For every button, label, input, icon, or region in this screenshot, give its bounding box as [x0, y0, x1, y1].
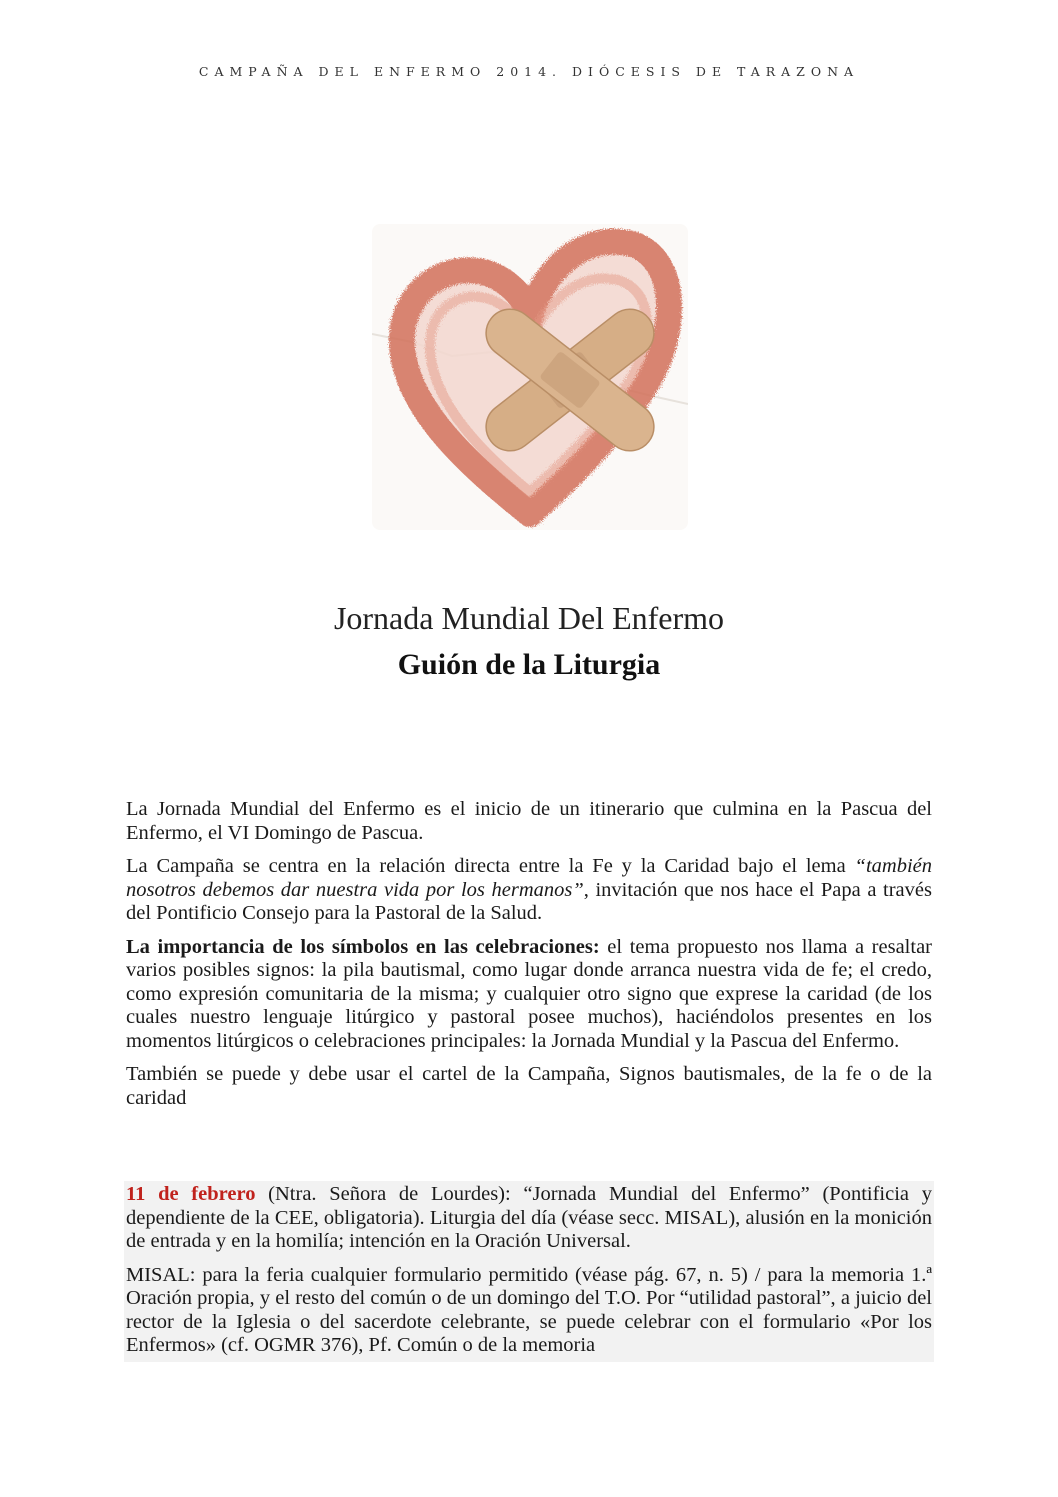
intro-section [126, 798, 932, 1120]
running-header: CAMPAÑA DEL ENFERMO 2014. DIÓCESIS DE TARAZONA [198, 64, 860, 79]
feast-date: 11 de febrero [126, 1183, 256, 1205]
symbols-heading: La importancia de los símbolos en las celebraciones: [126, 935, 600, 958]
intro-p2-text: La Campaña se centra en la relación directa entre la Fe y la Caridad bajo el lema [126, 855, 855, 877]
intro-p3-text: el tema propuesto nos llama a resaltar varios posibles signos: la pila bautismal, como lugar donde arranca nuestra vida de fe; el credo, como expresión comunitaria de la misma; y cualquier otro signo que exprese la caridad (de los cuales nuestro lenguaje litúrgico y pastoral posee muchos), haciéndolos presentes en los momentos litúrgicos o celebraciones principales: la Jornada Mundial y la Pascua del Enfermo. [126, 935, 932, 1052]
intro-paragraph-2 [126, 855, 932, 926]
notice-paragraph-1 [126, 1183, 932, 1254]
notice-p1-text: (Ntra. Señora de Lourdes): “Jornada Mundial del Enfermo” (Pontificia y dependiente de la CEE, obligatoria). Liturgia del día (véase secc. MISAL), alusión en la monición de entrada y en la homilía; intención en la Oración Universal. [126, 1183, 932, 1252]
intro-paragraph-1: La Jornada Mundial del Enfermo es el inicio de un itinerario que culmina en la Pascua del Enfermo, el VI Domingo de Pascua. [126, 798, 932, 844]
liturgy-notice-box [124, 1181, 934, 1362]
document-title: Jornada Mundial Del Enfermo [333, 600, 725, 636]
intro-paragraph-3 [126, 936, 932, 1054]
motto-quote: “también nosotros debemos dar nuestra vida por los hermanos” [126, 855, 932, 901]
bandaged-heart-icon [372, 224, 688, 530]
intro-p2-text-end: , invitación que nos hace el Papa a través del Pontificio Consejo para la Pastoral de la Salud. [126, 878, 932, 924]
document-subtitle: Guión de la Liturgia [397, 648, 661, 681]
notice-paragraph-2: MISAL: para la feria cualquier formulario permitido (véase pág. 67, n. 5) / para la memoria 1.ª Oración propia, y el resto del común o de un domingo del T.O. Por “utilidad pastoral”, a juicio del rector de la Iglesia o del sacerdote celebrante, se puede celebrar con el formulario «Por los Enfermos» (cf. OGMR 376), Pf. Común o de la memoria [126, 1263, 932, 1356]
intro-paragraph-4: También se puede y debe usar el cartel de la Campaña, Signos bautismales, de la fe o de la caridad [126, 1063, 932, 1109]
